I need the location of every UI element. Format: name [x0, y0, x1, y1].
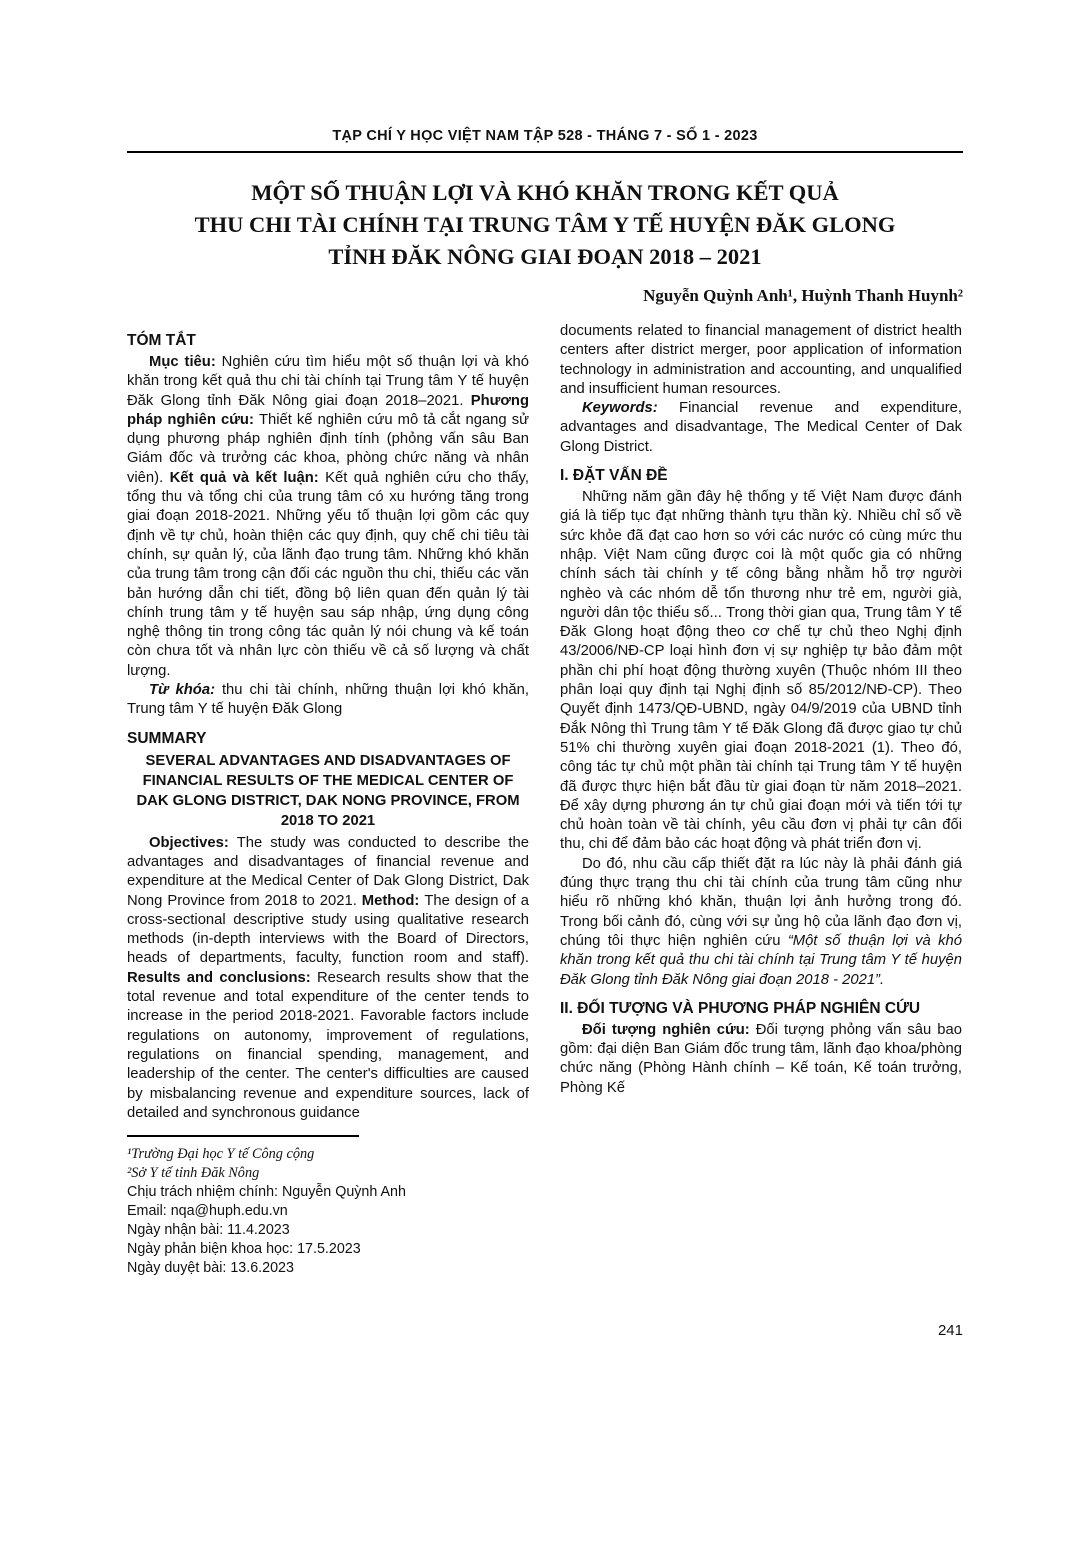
- keywords-en-paragraph: Keywords: Financial revenue and expenditure, advantages and disadvantage, The Medical Center of Dak Glong District.: [560, 400, 962, 455]
- abstract-heading: TÓM TẮT: [127, 332, 196, 349]
- authors-line: Nguyễn Quỳnh Anh¹, Huỳnh Thanh Huynh²: [643, 286, 963, 305]
- page-content: [127, 0, 963, 1339]
- intro-paragraph-1: Những năm gần đây hệ thống y tế Việt Nam được đánh giá là tiếp tục đạt những thành tựu thần kỳ. Nhiều chỉ số về sức khỏe đã đạt cao hơn so với các nước có cùng mức thu nhập. Việt Nam cũng được coi là một quốc gia có những chính sách tài chính y tế công bằng nhằm hỗ trợ người nghèo và các nhóm dễ tổn thương như trẻ em, người già, người dân tộc thiểu số... Trong thời gian qua, Trung tâm Y tế Đăk Glong hoạt động theo cơ chế tự chủ theo Nghị định 43/2006/NĐ-CP loại hình đơn vị sự nghiệp tự bảo đảm một phần chi phí hoạt động thường xuyên (Thuộc nhóm III theo phân loại quy định tại Nghị định số 85/2012/NĐ-CP). Theo Quyết định 1473/QĐ-UBND, ngày 04/9/2019 của UBND tỉnh Đắk Nông thì Trung tâm Y tế Đăk Glong đã được giao tự chủ 51% chi thường xuyên giai đoạn 2018-2021 (1). Theo đó, công tác tự chủ một phần tài chính tại Trung tâm Y tế huyện đã được thực hiện bắt đầu từ giai đoạn từ năm 2018–2021. Để xây dựng phương án tự chủ giai đoạn mới và tiến tới tự chủ hoàn toàn về tài chính, yêu cầu đơn vị phải tự cân đối thu, chi để đảm bảo các hoạt động và phát triển đơn vị.: [560, 489, 962, 853]
- paper-title: [127, 177, 963, 273]
- section-1-heading: I. ĐẶT VẤN ĐỀ: [560, 467, 668, 485]
- paper-title-line-1: MỘT SỐ THUẬN LỢI VÀ KHÓ KHĂN TRONG KẾT QUẢ: [251, 180, 839, 205]
- section-2-heading: II. ĐỐI TƯỢNG VÀ PHƯƠNG PHÁP NGHIÊN CỨU: [560, 999, 921, 1017]
- footnote-divider: [127, 1135, 359, 1137]
- two-column-body: [127, 322, 963, 1278]
- footnote-date-accepted: Ngày duyệt bài: 13.6.2023: [127, 1260, 294, 1277]
- summary-english-title: SEVERAL ADVANTAGES AND DISADVANTAGES OF FINANCIAL RESULTS OF THE MEDICAL CENTER OF DAK GLONG DISTRICT, DAK NONG PROVINCE, FROM 2018 TO 2021: [136, 752, 520, 829]
- paper-title-line-3: TỈNH ĐĂK NÔNG GIAI ĐOẠN 2018 – 2021: [328, 244, 762, 269]
- paper-title-line-2: THU CHI TÀI CHÍNH TẠI TRUNG TÂM Y TẾ HUYỆN ĐĂK GLONG: [194, 212, 896, 237]
- journal-header: [127, 128, 963, 153]
- footnote-email: Email: nqa@huph.edu.vn: [127, 1203, 288, 1220]
- journal-title: TẠP CHÍ Y HỌC VIỆT NAM TẬP 528 - THÁNG 7 - SỐ 1 - 2023: [332, 128, 758, 144]
- footnote-block: [127, 1135, 529, 1278]
- footnote-corresponding-author: Chịu trách nhiệm chính: Nguyễn Quỳnh Anh: [127, 1184, 406, 1201]
- summary-continuation-paragraph: documents related to financial management of district health centers after district merger, poor application of information technology in administration and accounting, and unqualified and insufficient human resources.: [560, 323, 962, 397]
- intro-paragraph-2: Do đó, nhu cầu cấp thiết đặt ra lúc này là phải đánh giá đúng thực trạng thu chi tài chính của trung tâm cũng như hiểu rõ những khó khăn, thuận lợi ảnh hưởng trong đó. Trong bối cảnh đó, cùng với sự ủng hộ của lãnh đạo đơn vị, chúng tôi thực hiện nghiên cứu “Một số thuận lợi và khó khăn trong kết quả thu chi tài chính tại Trung tâm Y tế huyện Đăk Glong tỉnh Đăk Nông giai đoạn 2018 - 2021”.: [560, 855, 962, 988]
- abstract-paragraph: Mục tiêu: Nghiên cứu tìm hiểu một số thuận lợi và khó khăn trong kết quả thu chi tài chính tại Trung tâm Y tế huyện Đăk Glong tỉnh Đăk Nông giai đoạn 2018–2021. Phương pháp nghiên cứu: Thiết kế nghiên cứu mô tả cắt ngang sử dụng phương pháp nghiên định tính (phỏng vấn sâu Ban Giám đốc và trưởng các khoa, phòng chức năng và nhân viên). Kết quả và kết luận: Kết quả nghiên cứu cho thấy, tổng thu và tổng chi của trung tâm có xu hướng tăng trong giai đoạn 2018-2021. Những yếu tố thuận lợi gồm các quy định về tự chủ, hoàn thiện các quy định, quy chế chi tiêu tài chính, sự quản lý, của lãnh đạo trung tâm. Những khó khăn của trung tâm trong cận đối các nguồn thu chi, thiếu các văn bản hướng dẫn chi tiết, đồng bộ liên quan đến quản lý tài chính trung tâm y tế huyện sau sáp nhập, ứng dụng công nghệ thông tin trong công tác quản lý nói chung và kế toán còn chưa tốt và nhân lực còn thiếu về cả số lượng và chất lượng.: [127, 354, 529, 679]
- footnote-affiliation-2: ²Sở Y tế tỉnh Đăk Nông: [127, 1165, 260, 1182]
- left-column: [127, 322, 529, 1278]
- summary-heading: SUMMARY: [127, 729, 207, 747]
- summary-paragraph: Objectives: The study was conducted to describe the advantages and disadvantages of financial revenue and expenditure at the Medical Center of Dak Glong District, Dak Nong Province from 2018 to 2021. Method: The design of a cross-sectional descriptive study using qualitative research methods (in-depth interviews with the Board of Directors, heads of departments, faculty, function room and staff). Results and conclusions: Research results show that the total revenue and total expenditure of the center tends to increase in the period 2018-2021. Favorable factors include regulations on autonomy, improvement of regulations, regulations on financial spending, management, and leadership of the center. The center's difficulties are caused by misbalancing revenue and expenditure sources, lack of detailed and synchronous guidance: [127, 834, 529, 1121]
- footnote-date-received: Ngày nhận bài: 11.4.2023: [127, 1222, 290, 1239]
- page-number: 241: [937, 1322, 963, 1339]
- footnote-date-reviewed: Ngày phản biện khoa học: 17.5.2023: [127, 1241, 361, 1258]
- keywords-vi-paragraph: Từ khóa: thu chi tài chính, những thuận lợi khó khăn, Trung tâm Y tế huyện Đăk Glong: [127, 682, 529, 718]
- footnote-affiliation-1: ¹Trường Đại học Y tế Công cộng: [127, 1146, 315, 1163]
- methods-paragraph: Đối tượng nghiên cứu: Đối tượng phỏng vấn sâu bao gồm: đại diện Ban Giám đốc trung tâm, lãnh đạo khoa/phòng chức năng (Phòng Hành chính – Kế toán, Kế toán trưởng, Phòng Kế: [560, 1021, 962, 1096]
- right-column: [560, 322, 962, 1278]
